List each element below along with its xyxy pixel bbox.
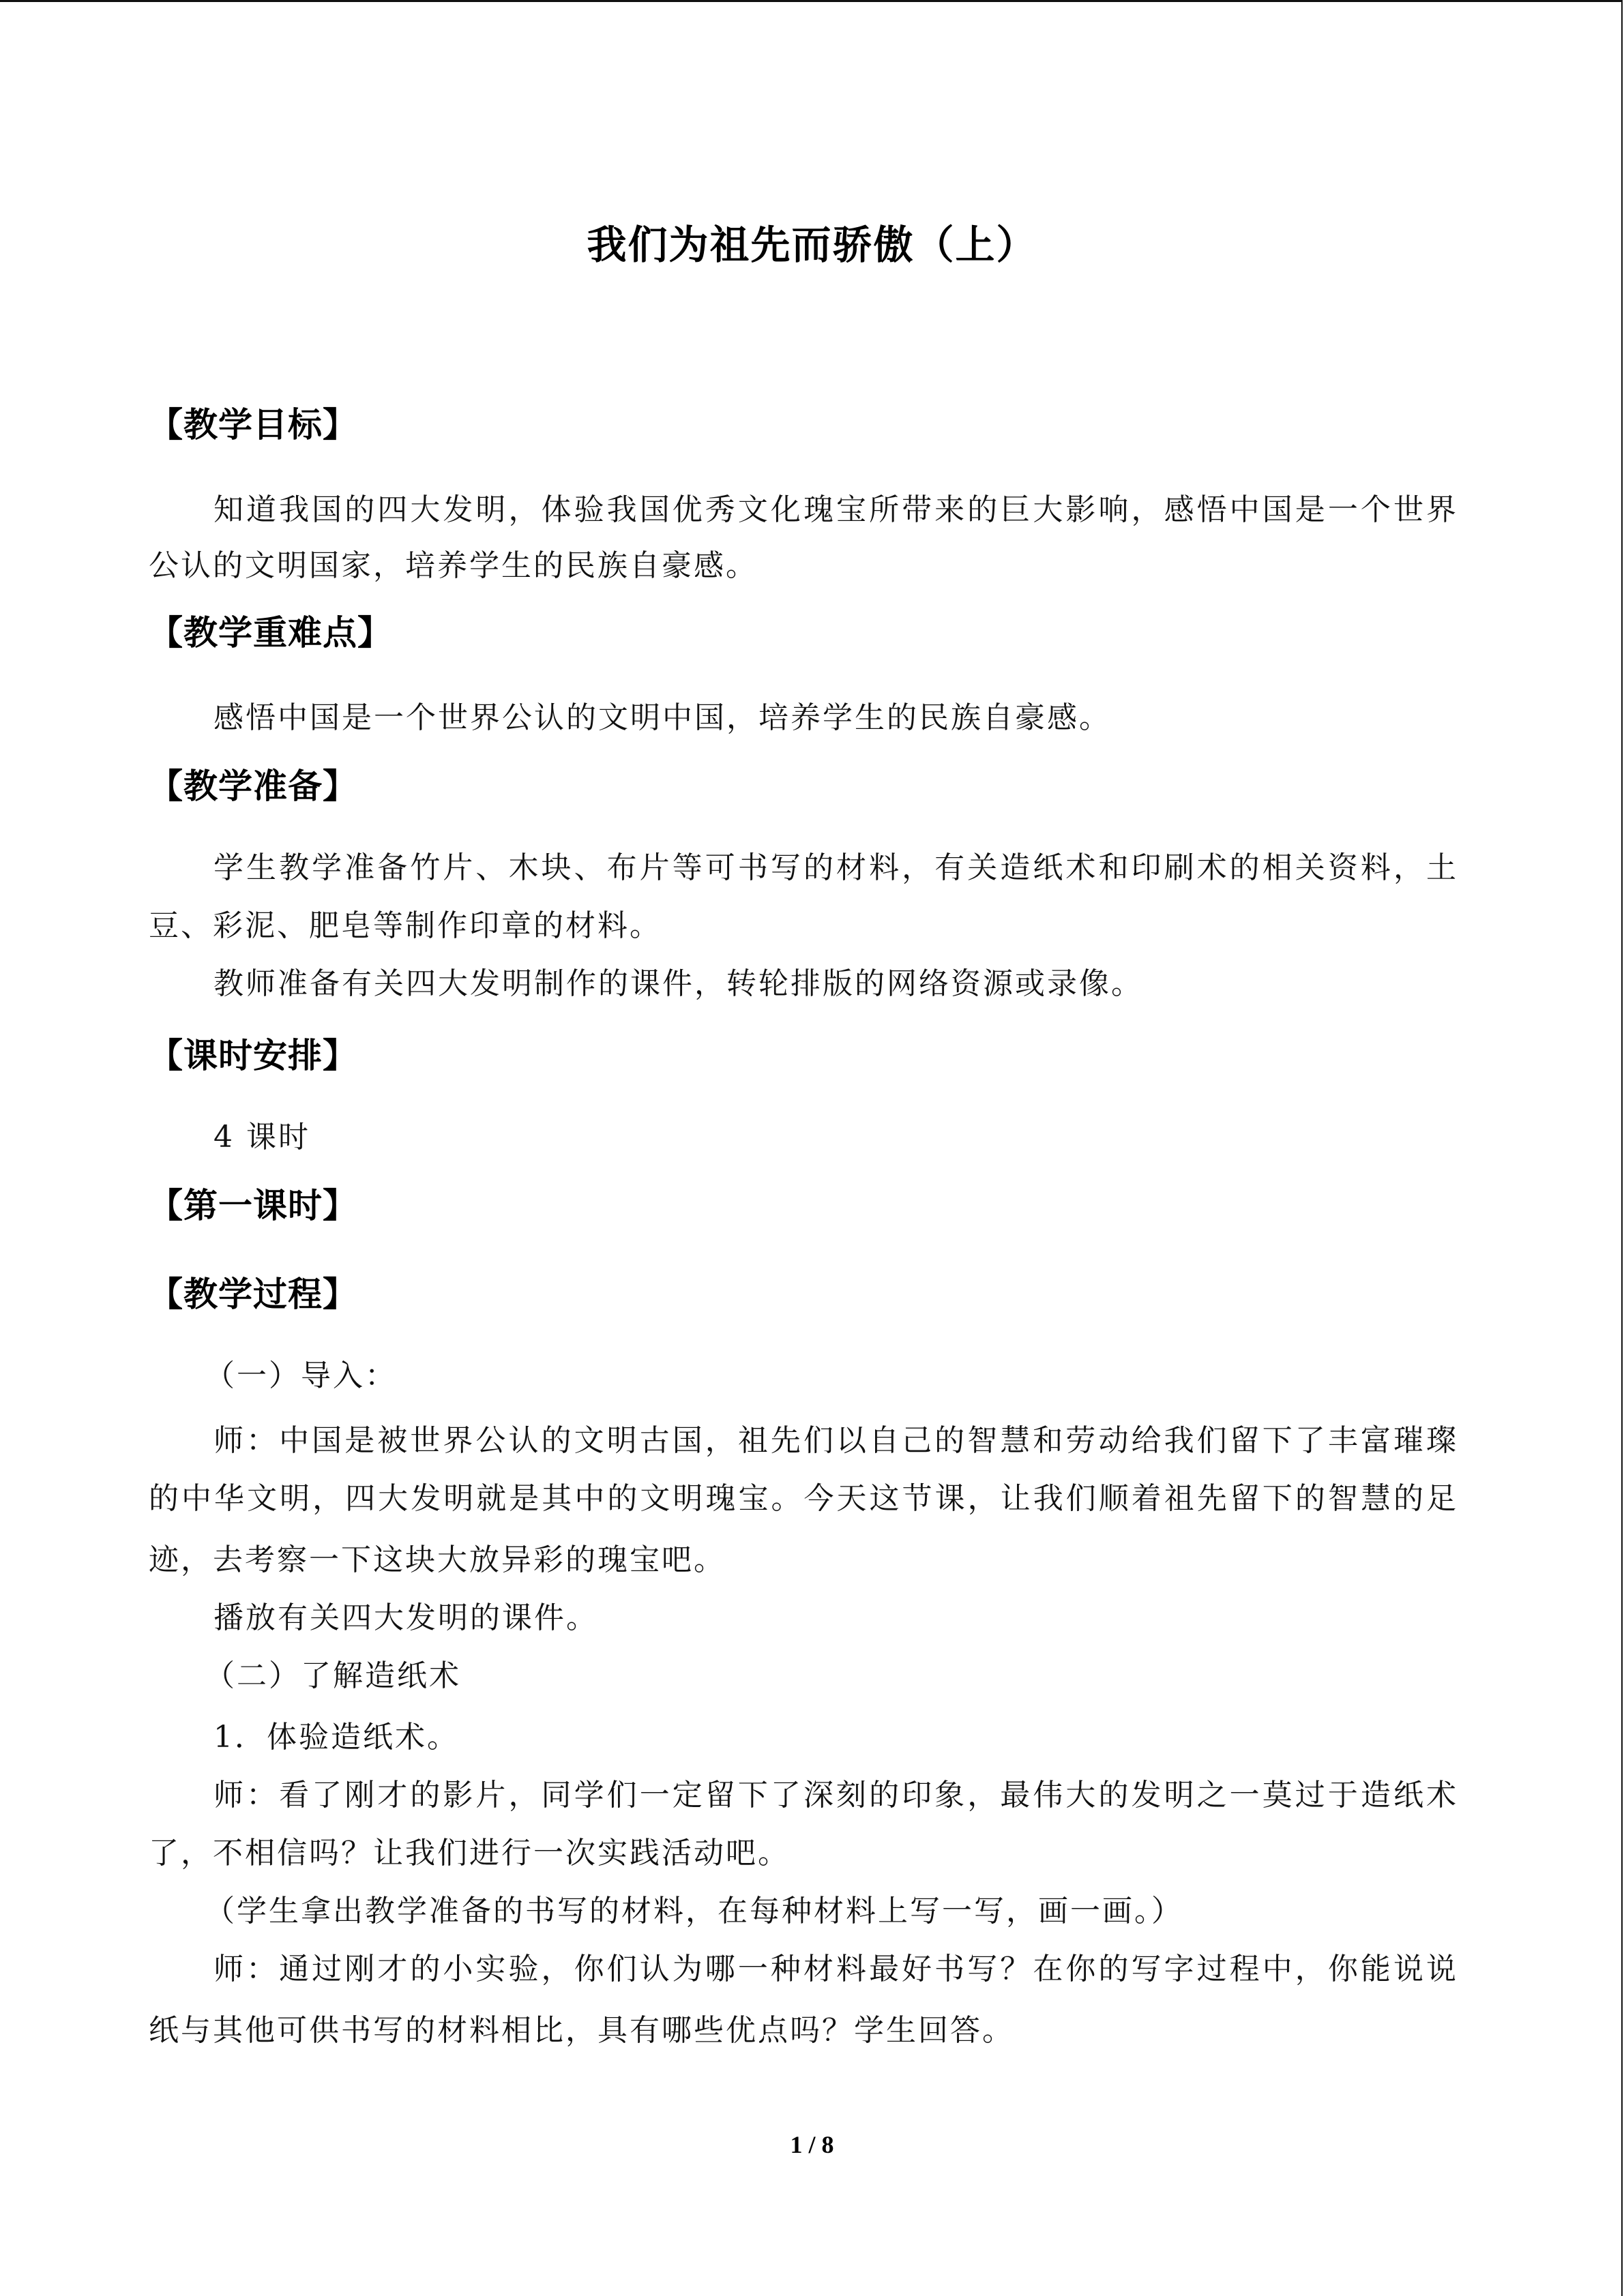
process-line-6: （二）了解造纸术 — [205, 1658, 461, 1693]
key-points-line-1: 感悟中国是一个世界公认的文明中国，培养学生的民族自豪感。 — [213, 700, 1111, 735]
heading-process: 【教学过程】 — [149, 1274, 357, 1314]
heading-objectives: 【教学目标】 — [149, 405, 357, 445]
heading-schedule: 【课时安排】 — [149, 1036, 357, 1075]
page-number: 1 / 8 — [790, 2131, 834, 2158]
process-line-3: 的中华文明，四大发明就是其中的文明瑰宝。今天这节课，让我们顺着祖先留下的智慧的足 — [149, 1481, 1458, 1516]
heading-key-points: 【教学重难点】 — [149, 613, 392, 653]
preparation-line-2: 豆、彩泥、肥皂等制作印章的材料。 — [149, 908, 662, 943]
process-line-7: 1．体验造纸术。 — [213, 1720, 459, 1755]
process-line-2: 师：中国是被世界公认的文明古国，祖先们以自己的智慧和劳动给我们留下了丰富璀璨 — [213, 1423, 1458, 1458]
preparation-line-1: 学生教学准备竹片、木块、布片等可书写的材料，有关造纸术和印刷术的相关资料，土 — [213, 850, 1458, 885]
process-line-1: （一）导入： — [205, 1358, 397, 1393]
objectives-line-1: 知道我国的四大发明，体验我国优秀文化瑰宝所带来的巨大影响，感悟中国是一个世界 — [213, 492, 1458, 527]
process-line-8: 师：看了刚才的影片，同学们一定留下了深刻的印象，最伟大的发明之一莫过于造纸术 — [213, 1778, 1458, 1813]
heading-preparation: 【教学准备】 — [149, 766, 357, 806]
objectives-line-2: 公认的文明国家，培养学生的民族自豪感。 — [149, 548, 758, 583]
schedule-value: 4 课时 — [213, 1120, 310, 1154]
process-line-5: 播放有关四大发明的课件。 — [213, 1600, 598, 1635]
preparation-line-3: 教师准备有关四大发明制作的课件，转轮排版的网络资源或录像。 — [213, 966, 1143, 1001]
process-line-11: 师：通过刚才的小实验，你们认为哪一种材料最好书写？在你的写字过程中，你能说说 — [213, 1952, 1458, 1986]
process-line-9: 了，不相信吗？让我们进行一次实践活动吧。 — [149, 1836, 790, 1870]
document-title: 我们为祖先而骄傲（上） — [587, 222, 1037, 268]
heading-first-lesson: 【第一课时】 — [149, 1186, 357, 1225]
process-line-10: （学生拿出教学准备的书写的材料，在每种材料上写一写，画一画。） — [205, 1894, 1183, 1928]
process-line-12: 纸与其他可供书写的材料相比，具有哪些优点吗？学生回答。 — [149, 2013, 1014, 2048]
process-line-4: 迹，去考察一下这块大放异彩的瑰宝吧。 — [149, 1542, 726, 1577]
